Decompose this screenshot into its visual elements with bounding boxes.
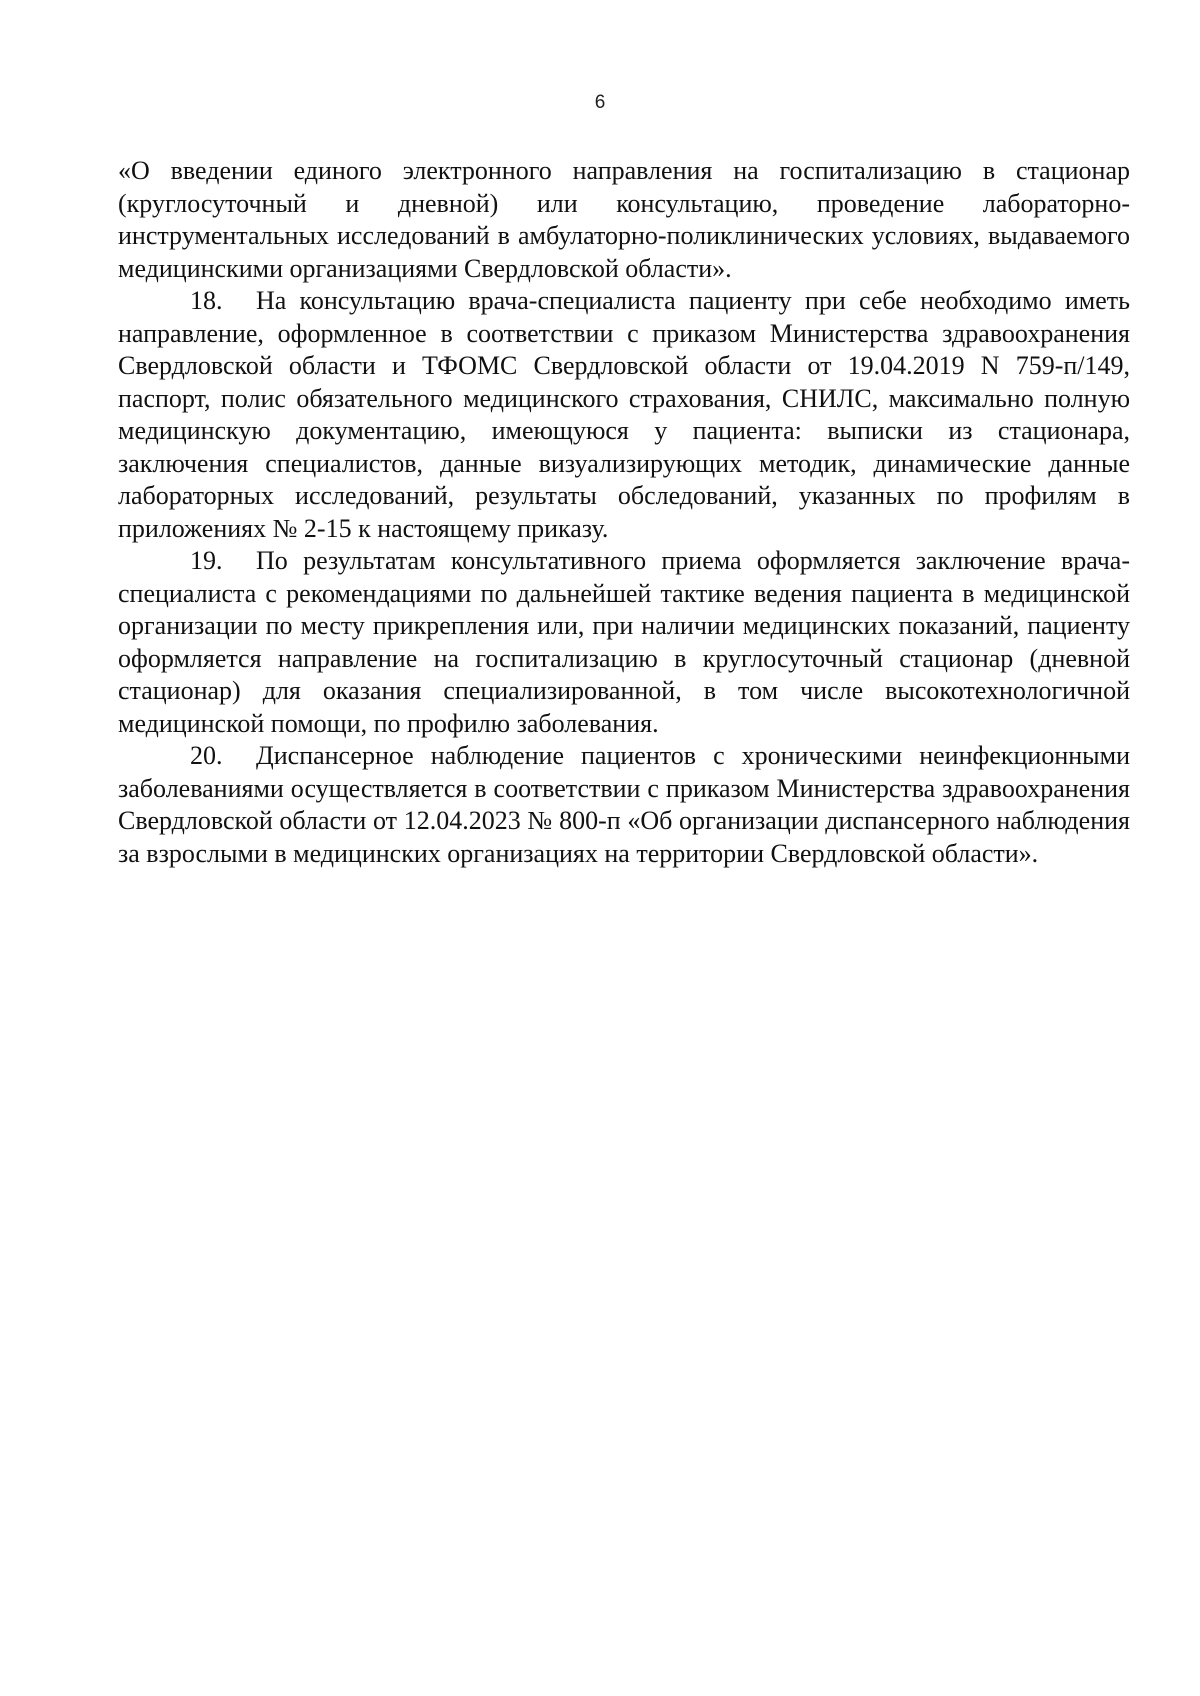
paragraph-number: 20. — [190, 741, 223, 770]
paragraph-18 — [118, 285, 1130, 545]
paragraph-text: На консультацию врача-специалиста пациенту при себе необходимо иметь направление, оформленное в соответствии с приказом Министерства здравоохранения Свердловской области и ТФОМС Свердловской области от 19.04.2019 N 759-п/149, паспорт, полис обязательного медицинского страхования, СНИЛС, максимально полную медицинскую документацию, имеющуюся у пациента: выписки из стационара, заключения специалистов, данные визуализирующих методик, динамические данные лабораторных исследований, результаты обследований, указанных по профилям в приложениях № 2-15 к настоящему приказу. — [118, 286, 1130, 543]
paragraph-number: 18. — [190, 286, 223, 315]
paragraph-19 — [118, 545, 1130, 740]
paragraph-continuation — [118, 155, 1130, 285]
paragraph-text: Диспансерное наблюдение пациентов с хроническими неинфекционными заболеваниями осуществляется в соответствии с приказом Министерства здравоохранения Свердловской области от 12.04.2023 № 800-п «Об организации диспансерного наблюдения за взрослыми в медицинских организациях на территории Свердловской области». — [118, 741, 1130, 868]
document-body — [118, 155, 1130, 870]
page-number: 6 — [594, 92, 606, 113]
paragraph-number: 19. — [190, 546, 223, 575]
paragraph-20 — [118, 740, 1130, 870]
paragraph-text: По результатам консультативного приема оформляется заключение врача-специалиста с рекомендациями по дальнейшей тактике ведения пациента в медицинской организации по месту прикрепления или, при наличии медицинских показаний, пациенту оформляется направление на госпитализацию в круглосуточный стационар (дневной стационар) для оказания специализированной, в том числе высокотехнологичной медицинской помощи, по профилю заболевания. — [118, 546, 1130, 738]
paragraph-text: «О введении единого электронного направления на госпитализацию в стационар (круглосуточный и дневной) или консультацию, проведение лабораторно-инструментальных исследований в амбулаторно-поликлинических условиях, выдаваемого медицинскими организациями Свердловской области». — [118, 156, 1130, 283]
